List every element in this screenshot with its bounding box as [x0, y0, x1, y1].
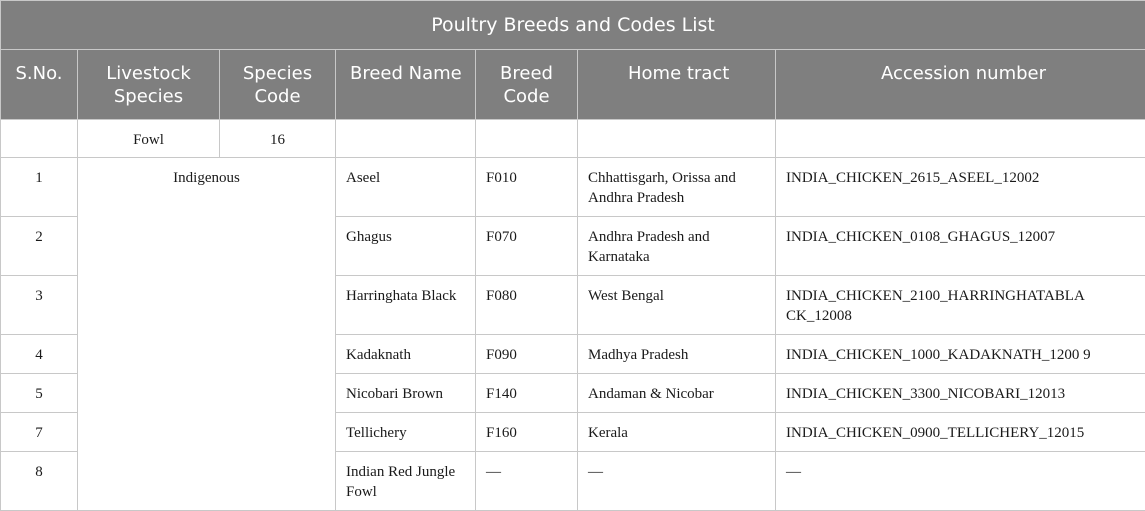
row-breed-name: Indian Red Jungle Fowl — [336, 452, 476, 511]
row-accession: INDIA_CHICKEN_0900_TELLICHERY_12015 — [776, 413, 1145, 452]
row-sno: 3 — [1, 276, 78, 335]
row-breed-name: Tellichery — [336, 413, 476, 452]
row-breed-name: Kadaknath — [336, 335, 476, 374]
table-title: Poultry Breeds and Codes List — [1, 1, 1145, 50]
row-accession: INDIA_CHICKEN_2100_HARRINGHATABLA CK_12008 — [776, 276, 1145, 335]
row-breed-code: F090 — [476, 335, 578, 374]
row-breed-name: Aseel — [336, 158, 476, 217]
header-home-tract: Home tract — [578, 50, 776, 120]
row-sno: 7 — [1, 413, 78, 452]
row-accession: INDIA_CHICKEN_3300_NICOBARI_12013 — [776, 374, 1145, 413]
header-sno: S.No. — [1, 50, 78, 120]
row-sno: 5 — [1, 374, 78, 413]
row-breed-name: Harringhata Black — [336, 276, 476, 335]
species-row-home-tract — [578, 120, 776, 158]
species-row — [1, 120, 1145, 158]
row-accession: INDIA_CHICKEN_2615_ASEEL_12002 — [776, 158, 1145, 217]
header-breed-code: Breed Code — [476, 50, 578, 120]
header-accession-number: Accession number — [776, 50, 1145, 120]
row-breed-code: F160 — [476, 413, 578, 452]
row-breed-code: F080 — [476, 276, 578, 335]
row-home-tract: Madhya Pradesh — [578, 335, 776, 374]
row-sno: 2 — [1, 217, 78, 276]
row-sno: 1 — [1, 158, 78, 217]
group-label-cell: Indigenous — [78, 158, 336, 511]
row-breed-code: F140 — [476, 374, 578, 413]
header-breed-name: Breed Name — [336, 50, 476, 120]
row-breed-code: F010 — [476, 158, 578, 217]
header-species-code: Species Code — [220, 50, 336, 120]
row-accession: INDIA_CHICKEN_0108_GHAGUS_12007 — [776, 217, 1145, 276]
row-breed-code: — — [476, 452, 578, 511]
row-sno: 8 — [1, 452, 78, 511]
row-breed-name: Nicobari Brown — [336, 374, 476, 413]
header-livestock-species: Livestock Species — [78, 50, 220, 120]
species-name-cell: Fowl — [78, 120, 220, 158]
row-sno: 4 — [1, 335, 78, 374]
row-home-tract: — — [578, 452, 776, 511]
header-row — [1, 50, 1145, 120]
row-home-tract: Andhra Pradesh and Karnataka — [578, 217, 776, 276]
row-home-tract: Kerala — [578, 413, 776, 452]
species-row-sno — [1, 120, 78, 158]
row-accession: — — [776, 452, 1145, 511]
species-code-cell: 16 — [220, 120, 336, 158]
species-row-breed-name — [336, 120, 476, 158]
row-home-tract: West Bengal — [578, 276, 776, 335]
row-home-tract: Chhattisgarh, Orissa and Andhra Pradesh — [578, 158, 776, 217]
species-row-breed-code — [476, 120, 578, 158]
row-home-tract: Andaman & Nicobar — [578, 374, 776, 413]
row-accession: INDIA_CHICKEN_1000_KADAKNATH_1200 9 — [776, 335, 1145, 374]
row-breed-name: Ghagus — [336, 217, 476, 276]
species-row-accession — [776, 120, 1145, 158]
row-breed-code: F070 — [476, 217, 578, 276]
table-row — [1, 158, 1145, 217]
